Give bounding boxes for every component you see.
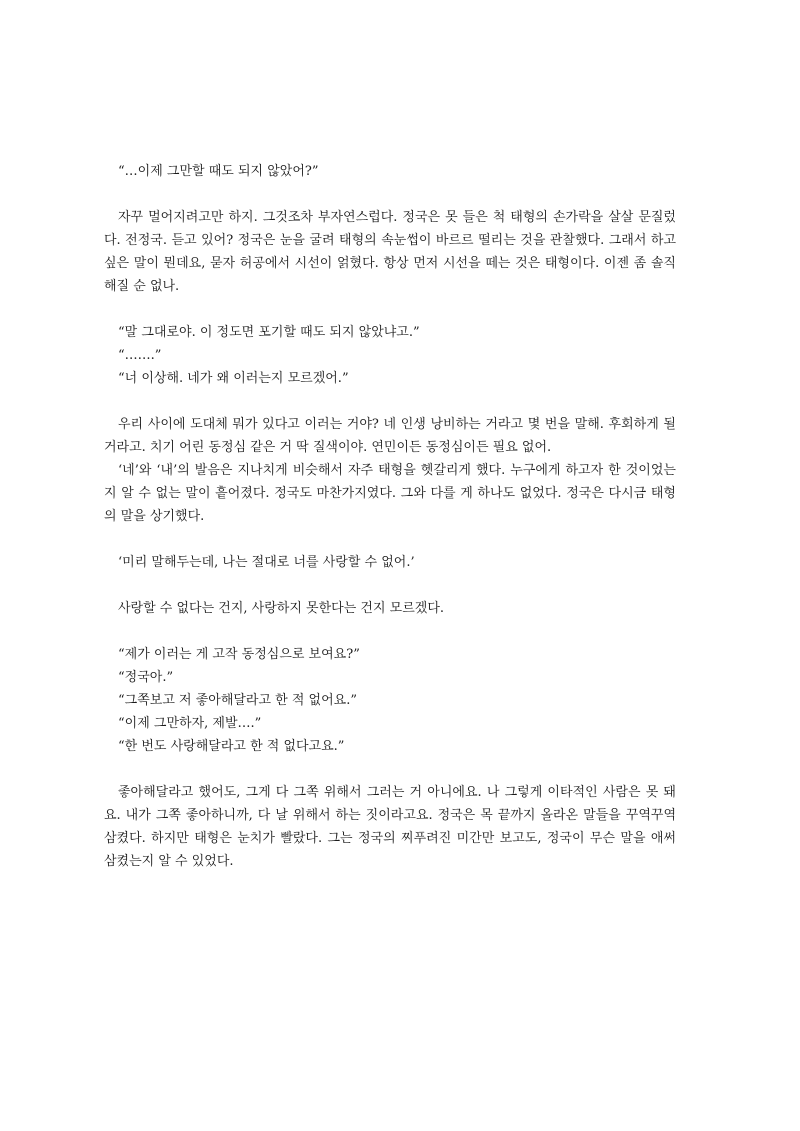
paragraph: 자꾸 멀어지려고만 하지. 그것조차 부자연스럽다. 정국은 못 들은 척 태형의 손가락을 살살 문질렀다. 전정국. 듣고 있어? 정국은 눈을 굴려 태형의 속눈썹이 바르르 떨리는 것을 관찰했다. 그래서 하고 싶은 말이 뭔데요, 묻자 허공에서 시선이 얽혔다. 항상 먼저 시선을 떼는 것은 태형이다. 이젠 좀 솔직해질 순 없나. — [104, 210, 676, 294]
paragraph-gap — [104, 574, 676, 597]
dialogue-line: “정국아.” — [118, 670, 174, 685]
dialogue-line: “…….” — [118, 348, 162, 363]
paragraph-gap — [104, 298, 676, 321]
paragraph-gap — [104, 390, 676, 413]
paragraph: “…이제 그만할 때도 되지 않았어?” — [118, 164, 319, 179]
dialogue-line: “그쪽보고 저 좋아해달라고 한 적 없어요.” — [118, 693, 358, 708]
dialogue-line: “말 그대로야. 이 정도면 포기할 때도 되지 않았냐고.” — [118, 325, 420, 340]
dialogue-line: “한 번도 사랑해달라고 한 적 없다고요.” — [118, 739, 345, 754]
paragraph-gap — [104, 620, 676, 643]
paragraph: 우리 사이에 도대체 뭐가 있다고 이러는 거야? 네 인생 낭비하는 거라고 몇 번을 말해. 후회하게 될 거라고. 치기 어린 동정심 같은 거 딱 질색이야. 연민이든 동정심이든 필요 없어. — [104, 417, 676, 455]
document-body — [104, 160, 676, 873]
dialogue-line: “제가 이러는 게 고작 동정심으로 보여요?” — [118, 647, 360, 662]
paragraph: 사랑할 수 없다는 건지, 사랑하지 못한다는 건지 모르겠다. — [118, 601, 445, 616]
quoted-thought: ‘미리 말해두는데, 나는 절대로 너를 사랑할 수 없어.’ — [118, 555, 415, 570]
paragraph-gap — [104, 528, 676, 551]
paragraph-gap — [104, 183, 676, 206]
dialogue-line: “너 이상해. 네가 왜 이러는지 모르겠어.” — [118, 371, 349, 386]
dialogue-line: “이제 그만하자, 제발….” — [118, 716, 262, 731]
paragraph: ‘네’와 ‘내’의 발음은 지나치게 비슷해서 자주 태형을 헷갈리게 했다. 누구에게 하고자 한 것이었는지 알 수 없는 말이 흩어졌다. 정국도 마찬가지였다. 그와 다를 게 하나도 없었다. 정국은 다시금 태형의 말을 상기했다. — [104, 463, 676, 524]
paragraph-gap — [104, 758, 676, 781]
paragraph: 좋아해달라고 했어도, 그게 다 그쪽 위해서 그러는 거 아니에요. 나 그렇게 이타적인 사람은 못 돼요. 내가 그쪽 좋아하니까, 다 날 위해서 하는 짓이라고요. 정국은 목 끝까지 올라온 말들을 꾸역꾸역 삼켰다. 하지만 태형은 눈치가 빨랐다. 그는 정국의 찌푸려진 미간만 보고도, 정국이 무슨 말을 애써 삼켰는지 알 수 있었다. — [104, 785, 676, 869]
